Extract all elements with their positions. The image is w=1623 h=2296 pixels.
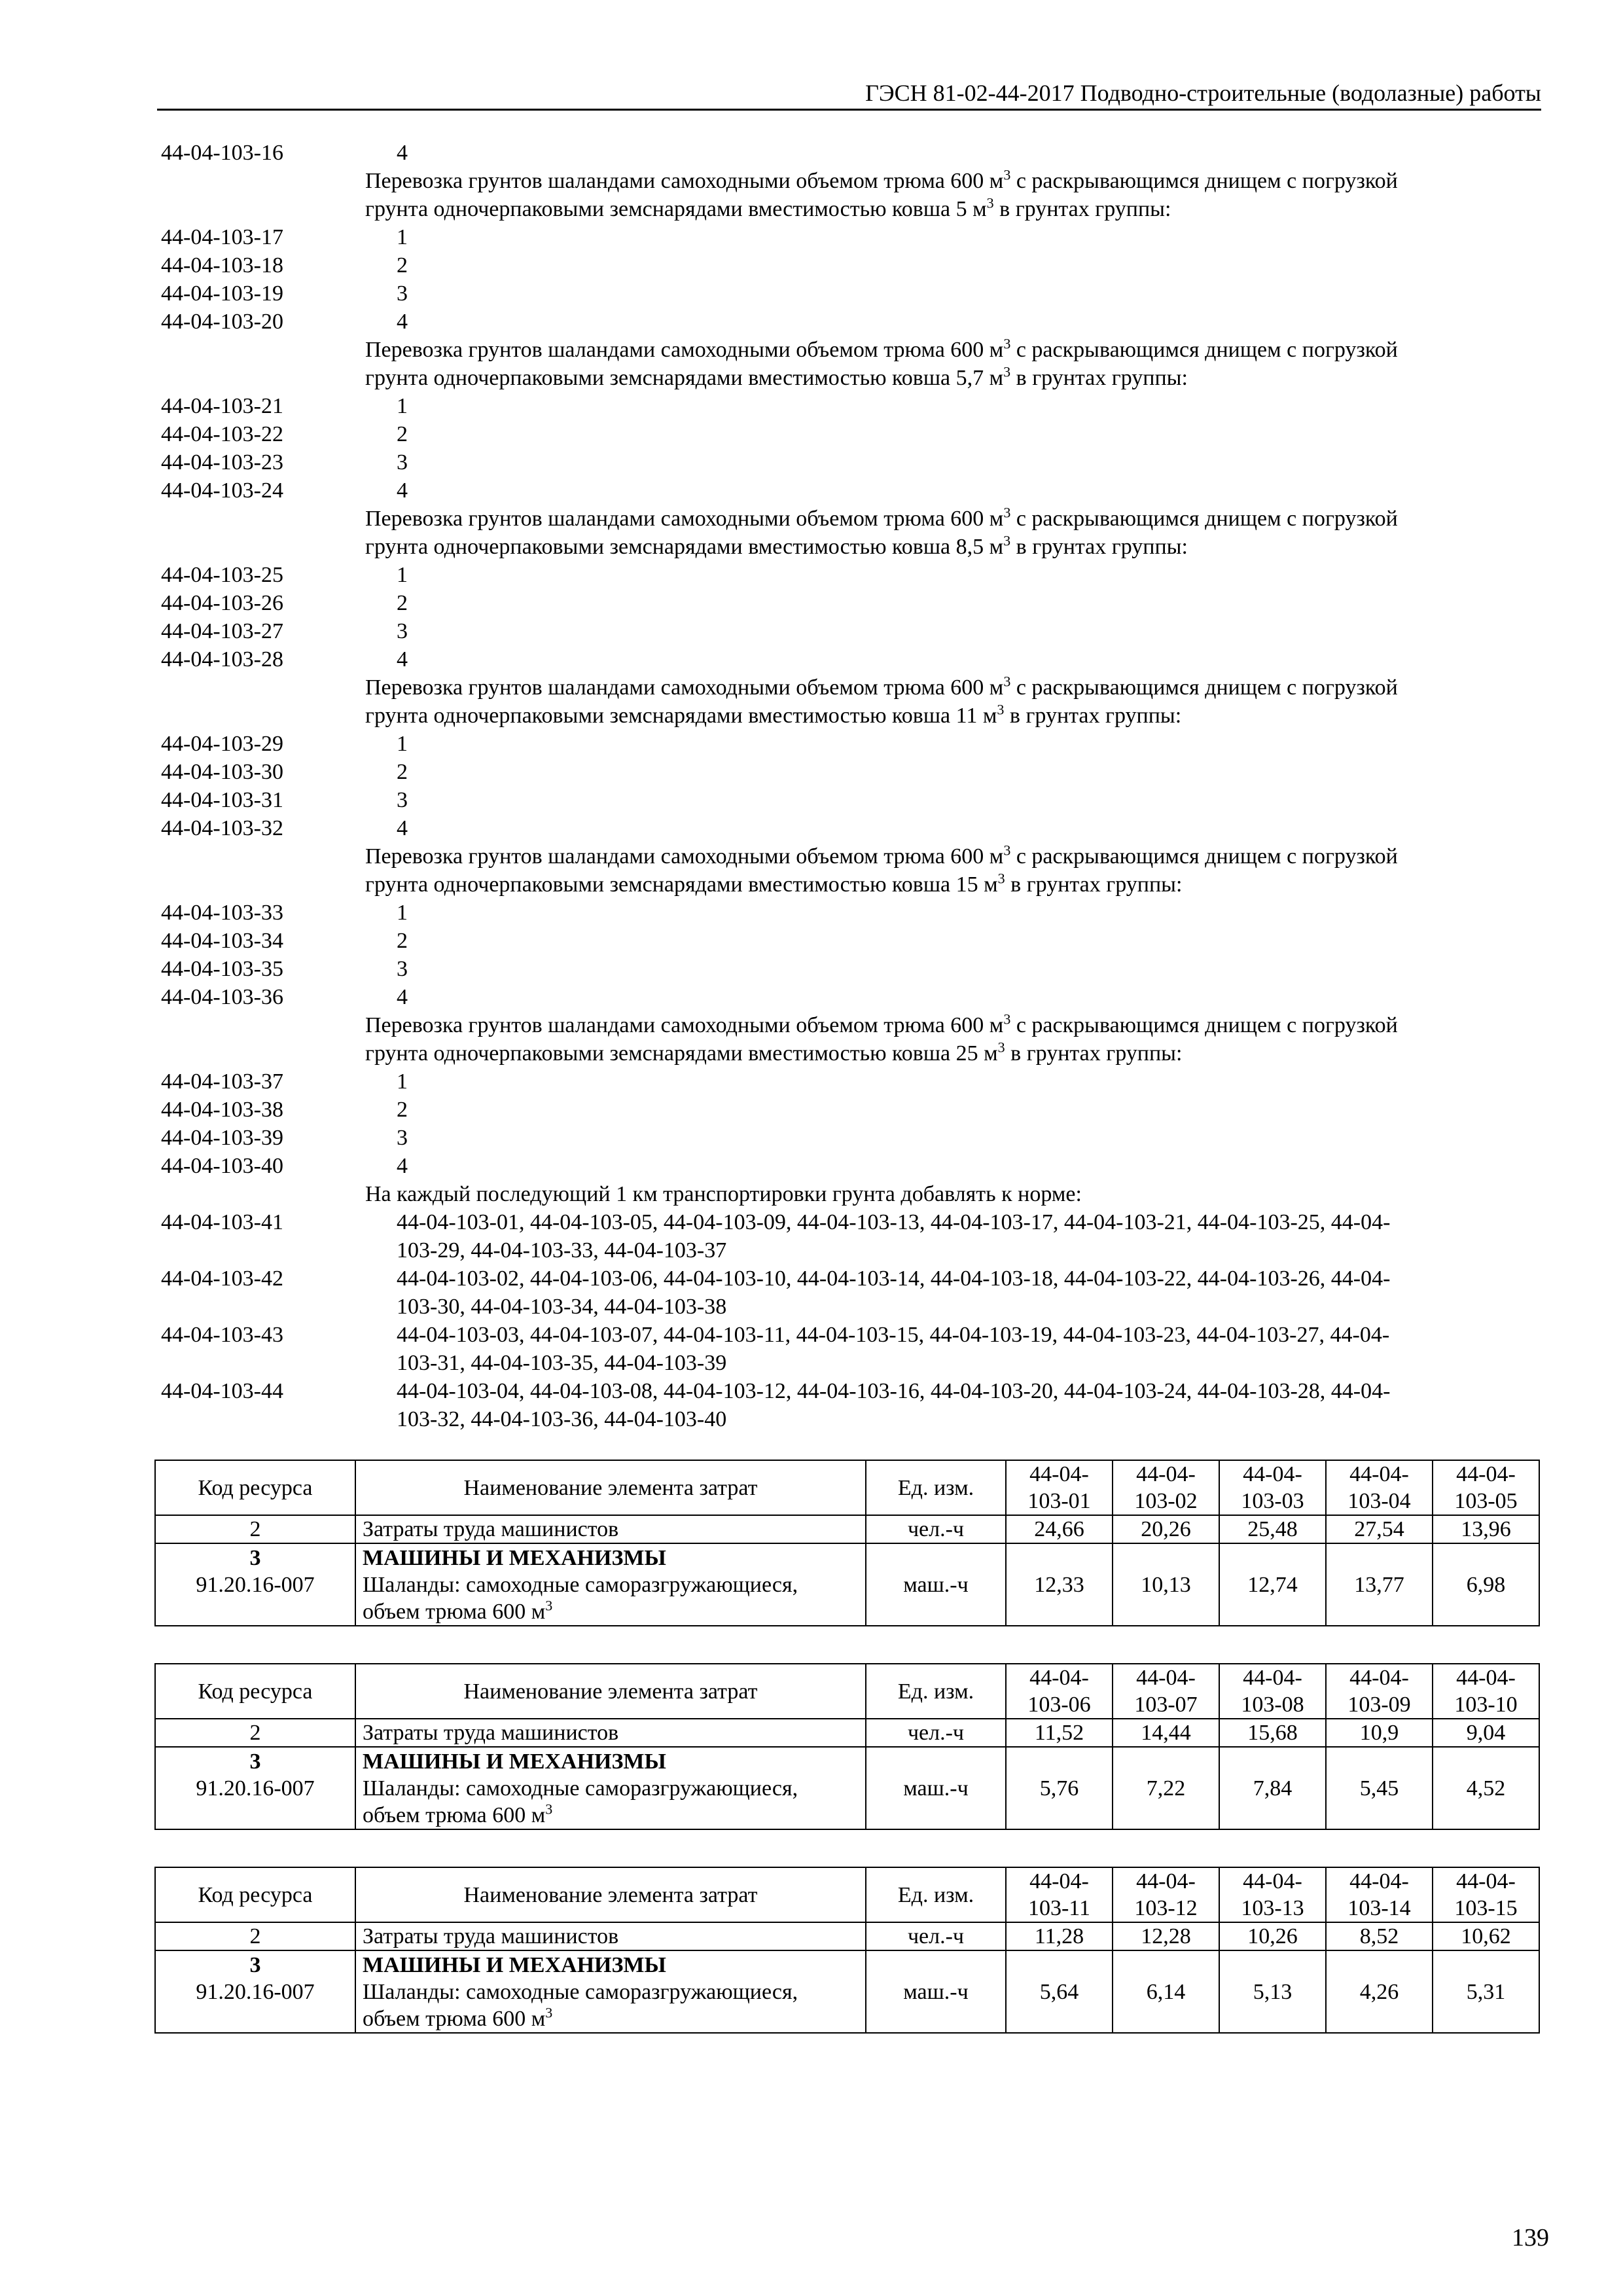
header-norm-code: 44-04- 103-12 xyxy=(1113,1867,1219,1922)
header-norm-code: 44-04- 103-05 xyxy=(1433,1460,1539,1515)
soil-group-number: 2 xyxy=(397,760,408,784)
soil-group-number: 3 xyxy=(397,619,408,643)
machine-code: 91.20.16-007 xyxy=(196,1979,315,2004)
norm-reference-entry xyxy=(161,1321,1555,1349)
norm-entry xyxy=(161,392,1555,420)
norm-entry xyxy=(161,814,1555,842)
soil-group-number: 3 xyxy=(397,957,408,981)
table-header-row xyxy=(155,1460,1539,1515)
unit: чел.-ч xyxy=(866,1515,1006,1543)
norm-value: 12,33 xyxy=(1006,1543,1113,1626)
norm-value: 5,31 xyxy=(1433,1950,1539,2033)
norm-value: 9,04 xyxy=(1433,1719,1539,1747)
norm-value: 5,76 xyxy=(1006,1747,1113,1829)
heading-text: Перевозка грунтов шаландами самоходными объемом трюма 600 $м^3$ с раскрывающимся днищем с погрузкой xyxy=(365,1011,1398,1037)
table-header-row xyxy=(155,1664,1539,1719)
resource-code xyxy=(155,1950,355,2033)
norm-value: 8,52 xyxy=(1326,1922,1433,1950)
norm-code: 44-04-103-44 xyxy=(161,1379,283,1403)
resource-code xyxy=(155,1543,355,1626)
norm-group-heading xyxy=(161,702,1555,730)
norm-group-heading xyxy=(161,1039,1555,1067)
heading-text: грунта одночерпаковыми земснарядами вместимостью ковша 11 $м^3$ в грунтах группы: xyxy=(365,701,1182,728)
section-code: 3 xyxy=(249,1545,261,1570)
soil-group-number: 1 xyxy=(397,563,408,587)
norm-value: 27,54 xyxy=(1326,1515,1433,1543)
machine-code: 91.20.16-007 xyxy=(196,1776,315,1801)
soil-group-number: 2 xyxy=(397,253,408,278)
superscript: 3 xyxy=(997,870,1005,887)
norm-value: 6,98 xyxy=(1433,1543,1539,1626)
norm-code: 44-04-103-20 xyxy=(161,310,283,334)
header-norm-code: 44-04- 103-14 xyxy=(1326,1867,1433,1922)
soil-group-number: 1 xyxy=(397,901,408,925)
cost-element-name: МАШИНЫ И МЕХАНИЗМЫ Шаланды: самоходные саморазгружающиеся, объем трюма 600 $м^3$ xyxy=(355,1747,866,1829)
norm-code: 44-04-103-29 xyxy=(161,732,283,756)
soil-group-number: 3 xyxy=(397,450,408,475)
unit: маш.-ч xyxy=(866,1543,1006,1626)
soil-group-number: 4 xyxy=(397,478,408,503)
header-unit: Ед. изм. xyxy=(866,1867,1006,1922)
superscript: 3 xyxy=(1003,363,1011,380)
superscript: 3 xyxy=(545,1801,553,1818)
norm-reference-continuation xyxy=(161,1236,1555,1265)
norm-value: 10,62 xyxy=(1433,1922,1539,1950)
soil-group-number: 4 xyxy=(397,310,408,334)
norm-value: 25,48 xyxy=(1219,1515,1326,1543)
norm-entry xyxy=(161,139,1555,167)
norm-value: 6,14 xyxy=(1113,1950,1219,2033)
section-code: 3 xyxy=(249,1749,261,1774)
reference-list: 103-29, 44-04-103-33, 44-04-103-37 xyxy=(397,1238,727,1263)
soil-group-number: 3 xyxy=(397,788,408,812)
norm-value: 11,52 xyxy=(1006,1719,1113,1747)
superscript: 3 xyxy=(545,1597,553,1614)
section-title: МАШИНЫ И МЕХАНИЗМЫ xyxy=(363,1545,666,1570)
norm-value: 12,74 xyxy=(1219,1543,1326,1626)
norm-code: 44-04-103-22 xyxy=(161,422,283,446)
header-resource-code: Код ресурса xyxy=(155,1867,355,1922)
soil-group-number: 4 xyxy=(397,985,408,1009)
soil-group-number: 3 xyxy=(397,281,408,306)
norm-entry xyxy=(161,476,1555,505)
header-norm-code: 44-04- 103-11 xyxy=(1006,1867,1113,1922)
resource-cost-table xyxy=(154,1663,1540,1830)
superscript: 3 xyxy=(1003,335,1011,352)
norm-value: 15,68 xyxy=(1219,1719,1326,1747)
heading-text: грунта одночерпаковыми земснарядами вместимостью ковша 8,5 $м^3$ в грунтах группы: xyxy=(365,532,1188,559)
norm-value: 4,26 xyxy=(1326,1950,1433,2033)
superscript: 3 xyxy=(997,1039,1005,1056)
norm-reference-continuation xyxy=(161,1405,1555,1433)
header-unit: Ед. изм. xyxy=(866,1664,1006,1719)
norm-value: 5,13 xyxy=(1219,1950,1326,2033)
norm-group-heading xyxy=(161,673,1555,702)
norm-code: 44-04-103-34 xyxy=(161,929,283,953)
header-resource-code: Код ресурса xyxy=(155,1460,355,1515)
unit: маш.-ч xyxy=(866,1950,1006,2033)
norm-value: 10,26 xyxy=(1219,1922,1326,1950)
page-header xyxy=(157,77,1541,111)
norm-reference-continuation xyxy=(161,1349,1555,1377)
norm-entries-list xyxy=(161,139,1555,1433)
norm-value: 5,45 xyxy=(1326,1747,1433,1829)
norm-value: 13,96 xyxy=(1433,1515,1539,1543)
norm-entry xyxy=(161,927,1555,955)
cost-element-name: Затраты труда машинистов xyxy=(355,1515,866,1543)
soil-group-number: 4 xyxy=(397,647,408,672)
resource-code: 2 xyxy=(155,1719,355,1747)
header-norm-code: 44-04- 103-01 xyxy=(1006,1460,1113,1515)
soil-group-number: 3 xyxy=(397,1126,408,1150)
soil-group-number: 1 xyxy=(397,1069,408,1094)
norm-entry xyxy=(161,758,1555,786)
resource-code: 2 xyxy=(155,1515,355,1543)
heading-text: Перевозка грунтов шаландами самоходными объемом трюма 600 $м^3$ с раскрывающимся днищем с погрузкой xyxy=(365,335,1398,362)
norm-entry xyxy=(161,1124,1555,1152)
norm-value: 20,26 xyxy=(1113,1515,1219,1543)
machines-row xyxy=(155,1543,1539,1626)
additional-km-note xyxy=(161,1180,1555,1208)
norm-code: 44-04-103-27 xyxy=(161,619,283,643)
section-title: МАШИНЫ И МЕХАНИЗМЫ xyxy=(363,1749,666,1774)
superscript: 3 xyxy=(1003,842,1011,859)
norm-group-heading xyxy=(161,336,1555,364)
norm-value: 4,52 xyxy=(1433,1747,1539,1829)
superscript: 3 xyxy=(545,2004,553,2021)
unit: чел.-ч xyxy=(866,1719,1006,1747)
header-norm-code: 44-04- 103-07 xyxy=(1113,1664,1219,1719)
norm-code: 44-04-103-21 xyxy=(161,394,283,418)
reference-list: 103-30, 44-04-103-34, 44-04-103-38 xyxy=(397,1295,727,1319)
norm-code: 44-04-103-37 xyxy=(161,1069,283,1094)
heading-text: грунта одночерпаковыми земснарядами вместимостью ковша 15 $м^3$ в грунтах группы: xyxy=(365,870,1183,897)
soil-group-number: 1 xyxy=(397,394,408,418)
norm-code: 44-04-103-41 xyxy=(161,1210,283,1234)
norm-entry xyxy=(161,223,1555,251)
resource-code: 2 xyxy=(155,1922,355,1950)
cost-element-name: Затраты труда машинистов xyxy=(355,1719,866,1747)
norm-entry xyxy=(161,1067,1555,1096)
heading-text: Перевозка грунтов шаландами самоходными объемом трюма 600 $м^3$ с раскрывающимся днищем с погрузкой xyxy=(365,504,1398,531)
header-resource-code: Код ресурса xyxy=(155,1664,355,1719)
soil-group-number: 4 xyxy=(397,816,408,840)
norm-code: 44-04-103-42 xyxy=(161,1266,283,1291)
header-norm-code: 44-04- 103-03 xyxy=(1219,1460,1326,1515)
norm-entry xyxy=(161,1096,1555,1124)
machine-code: 91.20.16-007 xyxy=(196,1572,315,1597)
norm-group-heading xyxy=(161,870,1555,899)
norm-code: 44-04-103-18 xyxy=(161,253,283,278)
norm-code: 44-04-103-30 xyxy=(161,760,283,784)
norm-code: 44-04-103-36 xyxy=(161,985,283,1009)
norm-entry xyxy=(161,730,1555,758)
section-title: МАШИНЫ И МЕХАНИЗМЫ xyxy=(363,1952,666,1977)
heading-text: грунта одночерпаковыми земснарядами вместимостью ковша 5 $м^3$ в грунтах группы: xyxy=(365,194,1171,221)
norm-group-heading xyxy=(161,533,1555,561)
norm-value: 13,77 xyxy=(1326,1543,1433,1626)
header-norm-code: 44-04- 103-09 xyxy=(1326,1664,1433,1719)
norm-code: 44-04-103-39 xyxy=(161,1126,283,1150)
superscript: 3 xyxy=(1003,532,1011,549)
reference-list: 44-04-103-02, 44-04-103-06, 44-04-103-10, 44-04-103-14, 44-04-103-18, 44-04-103-22, 44-04-103-26, 44-04- xyxy=(397,1266,1391,1291)
reference-list: 103-31, 44-04-103-35, 44-04-103-39 xyxy=(397,1351,727,1375)
heading-text: Перевозка грунтов шаландами самоходными объемом трюма 600 $м^3$ с раскрывающимся днищем с погрузкой xyxy=(365,166,1398,193)
norm-entry xyxy=(161,1152,1555,1180)
header-norm-code: 44-04- 103-08 xyxy=(1219,1664,1326,1719)
norm-entry xyxy=(161,955,1555,983)
header-cost-element-name: Наименование элемента затрат xyxy=(355,1664,866,1719)
norm-entry xyxy=(161,420,1555,448)
norm-entry xyxy=(161,251,1555,279)
header-cost-element-name: Наименование элемента затрат xyxy=(355,1867,866,1922)
resource-code xyxy=(155,1747,355,1829)
soil-group-number: 1 xyxy=(397,225,408,249)
heading-text: Перевозка грунтов шаландами самоходными объемом трюма 600 $м^3$ с раскрывающимся днищем с погрузкой xyxy=(365,673,1398,700)
norm-entry xyxy=(161,983,1555,1011)
soil-group-number: 2 xyxy=(397,929,408,953)
norm-code: 44-04-103-31 xyxy=(161,788,283,812)
norm-reference-continuation xyxy=(161,1293,1555,1321)
norm-reference-entry xyxy=(161,1208,1555,1236)
norm-code: 44-04-103-25 xyxy=(161,563,283,587)
norm-entry xyxy=(161,308,1555,336)
superscript: 3 xyxy=(1003,673,1011,690)
header-cost-element-name: Наименование элемента затрат xyxy=(355,1460,866,1515)
soil-group-number: 2 xyxy=(397,1098,408,1122)
norm-code: 44-04-103-32 xyxy=(161,816,283,840)
norm-entry xyxy=(161,645,1555,673)
superscript: 3 xyxy=(986,194,994,211)
norm-code: 44-04-103-35 xyxy=(161,957,283,981)
soil-group-number: 2 xyxy=(397,591,408,615)
heading-text: грунта одночерпаковыми земснарядами вместимостью ковша 25 $м^3$ в грунтах группы: xyxy=(365,1039,1183,1066)
norm-value: 7,22 xyxy=(1113,1747,1219,1829)
soil-group-number: 2 xyxy=(397,422,408,446)
norm-value: 11,28 xyxy=(1006,1922,1113,1950)
header-norm-code: 44-04- 103-13 xyxy=(1219,1867,1326,1922)
header-norm-code: 44-04- 103-04 xyxy=(1326,1460,1433,1515)
cost-element-name: МАШИНЫ И МЕХАНИЗМЫ Шаланды: самоходные саморазгружающиеся, объем трюма 600 $м^3$ xyxy=(355,1543,866,1626)
header-norm-code: 44-04- 103-10 xyxy=(1433,1664,1539,1719)
header-norm-code: 44-04- 103-06 xyxy=(1006,1664,1113,1719)
norm-entry xyxy=(161,589,1555,617)
norm-value: 24,66 xyxy=(1006,1515,1113,1543)
norm-entry xyxy=(161,617,1555,645)
norm-entry xyxy=(161,279,1555,308)
norm-value: 10,13 xyxy=(1113,1543,1219,1626)
norm-code: 44-04-103-38 xyxy=(161,1098,283,1122)
norm-code: 44-04-103-17 xyxy=(161,225,283,249)
norm-value: 5,64 xyxy=(1006,1950,1113,2033)
labor-row xyxy=(155,1515,1539,1543)
norm-code: 44-04-103-28 xyxy=(161,647,283,672)
reference-list: 44-04-103-01, 44-04-103-05, 44-04-103-09, 44-04-103-13, 44-04-103-17, 44-04-103-21, 44-04-103-25, 44-04- xyxy=(397,1210,1391,1234)
table-header-row xyxy=(155,1867,1539,1922)
page-number: 139 xyxy=(1512,2224,1549,2251)
section-code: 3 xyxy=(249,1952,261,1977)
norm-value: 7,84 xyxy=(1219,1747,1326,1829)
norm-entry xyxy=(161,899,1555,927)
soil-group-number: 4 xyxy=(397,141,408,165)
resource-cost-table xyxy=(154,1867,1540,2034)
norm-entry xyxy=(161,448,1555,476)
norm-reference-entry xyxy=(161,1265,1555,1293)
superscript: 3 xyxy=(1003,504,1011,521)
superscript: 3 xyxy=(997,701,1005,718)
norm-value: 14,44 xyxy=(1113,1719,1219,1747)
norm-group-heading xyxy=(161,167,1555,195)
superscript: 3 xyxy=(1003,1011,1011,1028)
labor-row xyxy=(155,1922,1539,1950)
norm-group-heading xyxy=(161,1011,1555,1039)
norm-entry xyxy=(161,561,1555,589)
unit: чел.-ч xyxy=(866,1922,1006,1950)
norm-value: 10,9 xyxy=(1326,1719,1433,1747)
norm-code: 44-04-103-23 xyxy=(161,450,283,475)
norm-code: 44-04-103-24 xyxy=(161,478,283,503)
cost-element-name: Затраты труда машинистов xyxy=(355,1922,866,1950)
header-norm-code: 44-04- 103-02 xyxy=(1113,1460,1219,1515)
norm-code: 44-04-103-40 xyxy=(161,1154,283,1178)
labor-row xyxy=(155,1719,1539,1747)
machines-row xyxy=(155,1950,1539,2033)
heading-text: грунта одночерпаковыми земснарядами вместимостью ковша 5,7 $м^3$ в грунтах группы: xyxy=(365,363,1188,390)
heading-text: Перевозка грунтов шаландами самоходными объемом трюма 600 $м^3$ с раскрывающимся днищем с погрузкой xyxy=(365,842,1398,869)
reference-list: 44-04-103-03, 44-04-103-07, 44-04-103-11, 44-04-103-15, 44-04-103-19, 44-04-103-23, 44-04-103-27, 44-04- xyxy=(397,1323,1390,1347)
norm-code: 44-04-103-16 xyxy=(161,141,283,165)
header-title: ГЭСН 81-02-44-2017 Подводно-строительные (водолазные) работы xyxy=(865,80,1541,106)
norm-group-heading xyxy=(161,842,1555,870)
header-norm-code: 44-04- 103-15 xyxy=(1433,1867,1539,1922)
norm-code: 44-04-103-26 xyxy=(161,591,283,615)
norm-group-heading xyxy=(161,195,1555,223)
resource-cost-table xyxy=(154,1460,1540,1626)
norm-entry xyxy=(161,786,1555,814)
norm-code: 44-04-103-33 xyxy=(161,901,283,925)
norm-code: 44-04-103-43 xyxy=(161,1323,283,1347)
reference-list: 44-04-103-04, 44-04-103-08, 44-04-103-12, 44-04-103-16, 44-04-103-20, 44-04-103-24, 44-04-103-28, 44-04- xyxy=(397,1379,1391,1403)
norm-reference-entry xyxy=(161,1377,1555,1405)
machines-row xyxy=(155,1747,1539,1829)
norm-group-heading xyxy=(161,364,1555,392)
superscript: 3 xyxy=(1003,166,1011,183)
norm-group-heading xyxy=(161,505,1555,533)
norm-value: 12,28 xyxy=(1113,1922,1219,1950)
soil-group-number: 4 xyxy=(397,1154,408,1178)
note-text: На каждый последующий 1 км транспортировки грунта добавлять к норме: xyxy=(365,1182,1082,1206)
reference-list: 103-32, 44-04-103-36, 44-04-103-40 xyxy=(397,1407,727,1431)
cost-element-name: МАШИНЫ И МЕХАНИЗМЫ Шаланды: самоходные саморазгружающиеся, объем трюма 600 $м^3$ xyxy=(355,1950,866,2033)
soil-group-number: 1 xyxy=(397,732,408,756)
norm-code: 44-04-103-19 xyxy=(161,281,283,306)
header-unit: Ед. изм. xyxy=(866,1460,1006,1515)
unit: маш.-ч xyxy=(866,1747,1006,1829)
